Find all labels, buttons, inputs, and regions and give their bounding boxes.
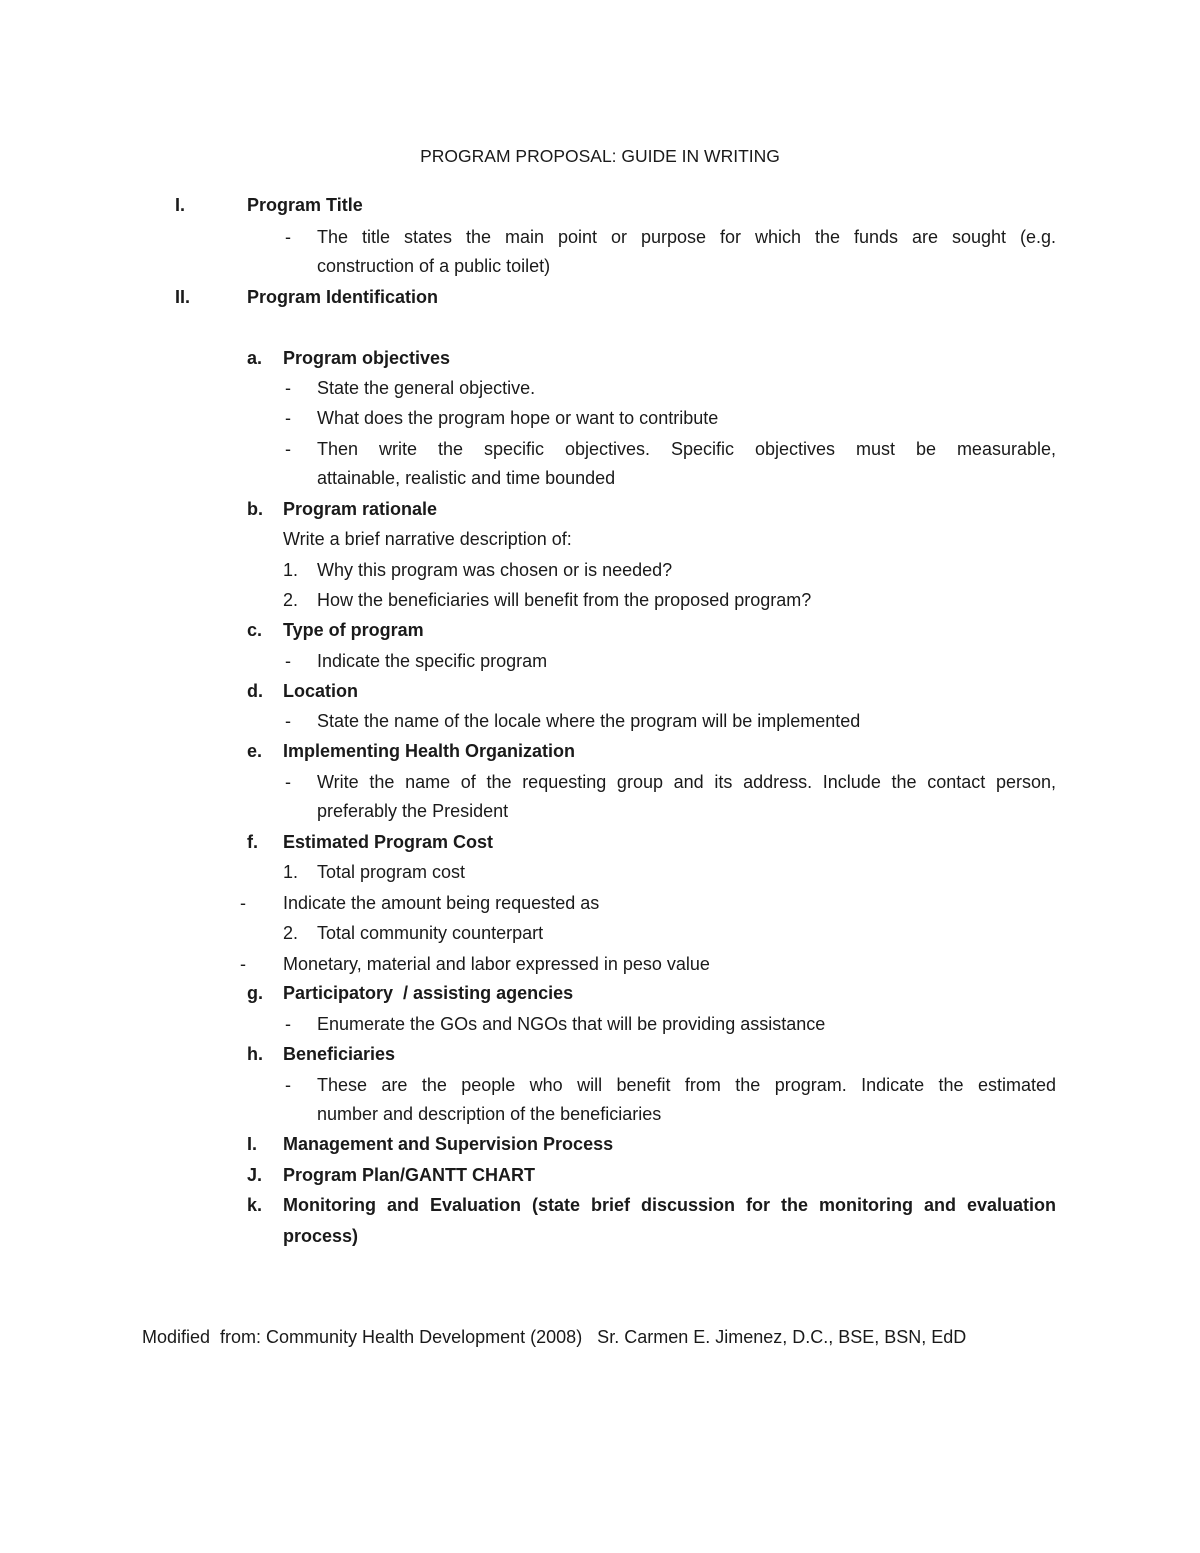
- subsection-h-item-1-line1: These are the people who will benefit from the program. Indicate the estimated: [317, 1075, 1056, 1095]
- subsection-j-letter: J.: [247, 1165, 263, 1185]
- subsection-a-item-3-line2: attainable, realistic and time bounded: [317, 468, 616, 488]
- subsection-k-heading-line1: Monitoring and Evaluation (state brief discussion for the monitoring and evaluation: [283, 1195, 1056, 1215]
- subsection-i-letter: I.: [247, 1134, 258, 1154]
- subsection-b-intro: Write a brief narrative description of:: [283, 529, 572, 549]
- subsection-g-letter: g.: [247, 983, 263, 1003]
- subsection-a-item-2: What does the program hope or want to contribute: [317, 408, 719, 428]
- subsection-e-item-1-line1: Write the name of the requesting group and its address. Include the contact person,: [317, 772, 1056, 792]
- subsection-b-num-2: 2.: [283, 590, 299, 610]
- bullet-dash: -: [285, 227, 291, 247]
- subsection-h-letter: h.: [247, 1044, 263, 1064]
- subsection-f-sub-2: Monetary, material and labor expressed in peso value: [283, 954, 710, 974]
- section-2-numeral: II.: [175, 287, 191, 307]
- subsection-a-item-3-line1: Then write the specific objectives. Specific objectives must be measurable,: [317, 439, 1056, 459]
- subsection-k-letter: k.: [247, 1195, 263, 1215]
- bullet-dash: -: [285, 711, 291, 731]
- subsection-c-heading: Type of program: [283, 620, 424, 640]
- bullet-dash: -: [240, 893, 246, 913]
- subsection-f-item-2: Total community counterpart: [317, 923, 544, 943]
- section-1-heading: Program Title: [247, 195, 363, 215]
- subsection-k-heading-line2: process): [283, 1226, 359, 1246]
- subsection-c-item-1: Indicate the specific program: [317, 651, 548, 671]
- subsection-h-item-1-line2: number and description of the beneficiaries: [317, 1104, 662, 1124]
- subsection-f-item-1: Total program cost: [317, 862, 466, 882]
- subsection-j-heading: Program Plan/GANTT CHART: [283, 1165, 536, 1185]
- bullet-dash: -: [285, 772, 291, 792]
- subsection-h-heading: Beneficiaries: [283, 1044, 396, 1064]
- subsection-f-sub-1: Indicate the amount being requested as: [283, 893, 600, 913]
- subsection-g-item-1: Enumerate the GOs and NGOs that will be providing assistance: [317, 1014, 826, 1034]
- subsection-b-num-1: 1.: [283, 560, 299, 580]
- bullet-dash: -: [240, 954, 246, 974]
- subsection-g-heading: Participatory / assisting agencies: [283, 983, 574, 1003]
- subsection-f-num-1: 1.: [283, 862, 299, 882]
- subsection-b-letter: b.: [247, 499, 263, 519]
- subsection-f-heading: Estimated Program Cost: [283, 832, 494, 852]
- subsection-f-num-2: 2.: [283, 923, 299, 943]
- bullet-dash: -: [285, 439, 291, 459]
- subsection-d-item-1: State the name of the locale where the program will be implemented: [317, 711, 861, 731]
- subsection-d-letter: d.: [247, 681, 263, 701]
- bullet-dash: -: [285, 651, 291, 671]
- section-2-heading: Program Identification: [247, 287, 439, 307]
- subsection-e-letter: e.: [247, 741, 263, 761]
- subsection-d-heading: Location: [283, 681, 358, 701]
- bullet-dash: -: [285, 1014, 291, 1034]
- document-footer-citation: Modified from: Community Health Development (2008) Sr. Carmen E. Jimenez, D.C., BSE, BSN, EdD: [142, 1327, 967, 1347]
- subsection-f-letter: f.: [247, 832, 258, 852]
- section-1-text-line1: The title states the main point or purpose for which the funds are sought (e.g.: [317, 227, 1056, 247]
- bullet-dash: -: [285, 378, 291, 398]
- subsection-i-heading: Management and Supervision Process: [283, 1134, 614, 1154]
- section-1-numeral: I.: [175, 195, 186, 215]
- subsection-b-item-2: How the beneficiaries will benefit from the proposed program?: [317, 590, 812, 610]
- subsection-b-item-1: Why this program was chosen or is needed?: [317, 560, 673, 580]
- subsection-b-heading: Program rationale: [283, 499, 438, 519]
- bullet-dash: -: [285, 408, 291, 428]
- subsection-e-heading: Implementing Health Organization: [283, 741, 576, 761]
- section-1-text-line2: construction of a public toilet): [317, 256, 551, 276]
- document-title: PROGRAM PROPOSAL: GUIDE IN WRITING: [420, 146, 780, 166]
- subsection-a-item-1: State the general objective.: [317, 378, 536, 398]
- bullet-dash: -: [285, 1075, 291, 1095]
- subsection-a-letter: a.: [247, 348, 263, 368]
- subsection-e-item-1-line2: preferably the President: [317, 801, 509, 821]
- subsection-a-heading: Program objectives: [283, 348, 451, 368]
- subsection-c-letter: c.: [247, 620, 263, 640]
